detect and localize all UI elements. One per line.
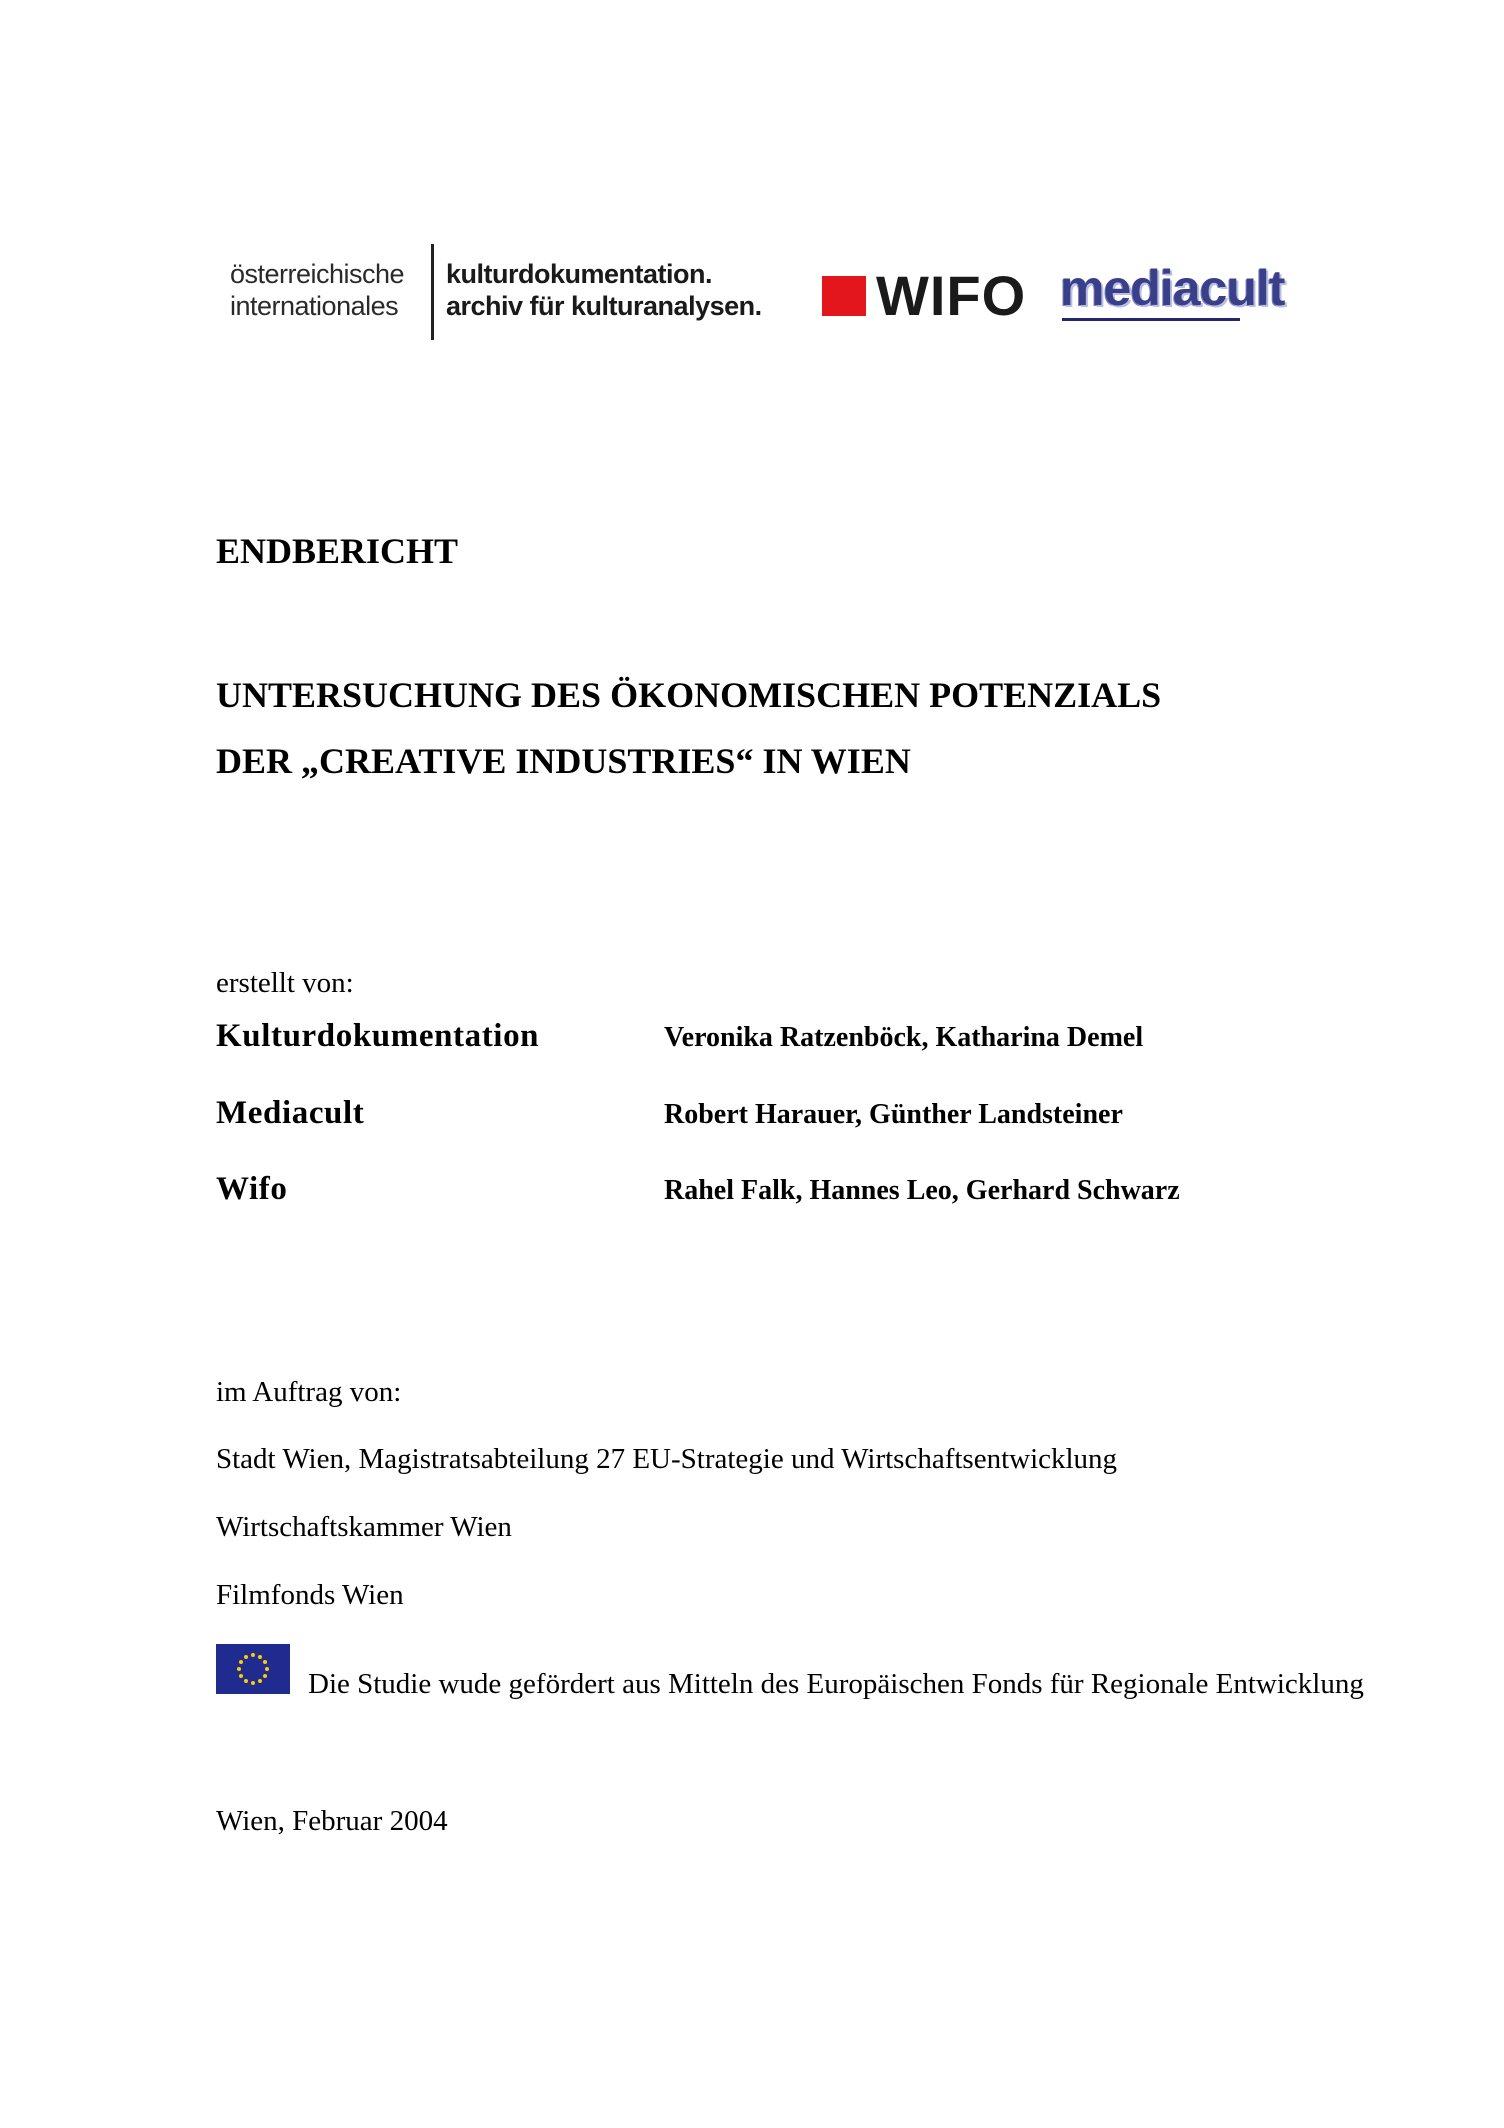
org-wifo: Wifo [216, 1171, 288, 1207]
authors-mediacult: Robert Harauer, Günther Landsteiner [664, 1099, 1123, 1130]
mediacult-underline [1062, 318, 1240, 321]
place-date: Wien, Februar 2004 [216, 1805, 448, 1837]
wifo-logo [822, 264, 1032, 327]
client-stadt-wien: Stadt Wien, Magistratsabteilung 27 EU-Strategie und Wirtschaftsentwicklung [216, 1443, 1118, 1475]
org-mediacult: Mediacult [216, 1095, 365, 1131]
document-title-line1: UNTERSUCHUNG DES ÖKONOMISCHEN POTENZIALS [216, 675, 1162, 715]
logo-oeik-right-text [446, 258, 762, 322]
logo-oeik-left-line2: internationales [230, 291, 399, 321]
client-filmfonds: Filmfonds Wien [216, 1579, 404, 1611]
funding-note: Die Studie wude gefördert aus Mitteln des Europäischen Fonds für Regionale Entwicklung [308, 1668, 1364, 1700]
authors-kulturdokumentation: Veronika Ratzenböck, Katharina Demel [664, 1022, 1144, 1053]
mediacult-logo-text: mediacult [1060, 260, 1285, 316]
document-label: ENDBERICHT [216, 531, 459, 571]
logo-divider [431, 244, 434, 340]
wifo-logo-text: WIFO [876, 264, 1027, 327]
wifo-red-square-icon [822, 276, 866, 316]
client-wirtschaftskammer: Wirtschaftskammer Wien [216, 1511, 512, 1543]
logo-oeik-left-text [230, 258, 404, 322]
eu-flag-icon [216, 1644, 290, 1694]
commissioned-by-label: im Auftrag von: [216, 1376, 402, 1408]
logo-oeik-left-line1: österreichische [230, 259, 405, 289]
kulturdokumentation-logo [220, 244, 790, 340]
logo-oeik-right-line2: archiv für kulturanalysen. [446, 291, 762, 321]
created-by-label: erstellt von: [216, 967, 354, 999]
logo-oeik-right-line1: kulturdokumentation. [446, 259, 712, 289]
org-kulturdokumentation: Kulturdokumentation [216, 1018, 540, 1054]
document-title-line2: DER „CREATIVE INDUSTRIES“ IN WIEN [216, 741, 911, 781]
authors-wifo: Rahel Falk, Hannes Leo, Gerhard Schwarz [664, 1175, 1180, 1206]
mediacult-logo [1060, 258, 1360, 324]
